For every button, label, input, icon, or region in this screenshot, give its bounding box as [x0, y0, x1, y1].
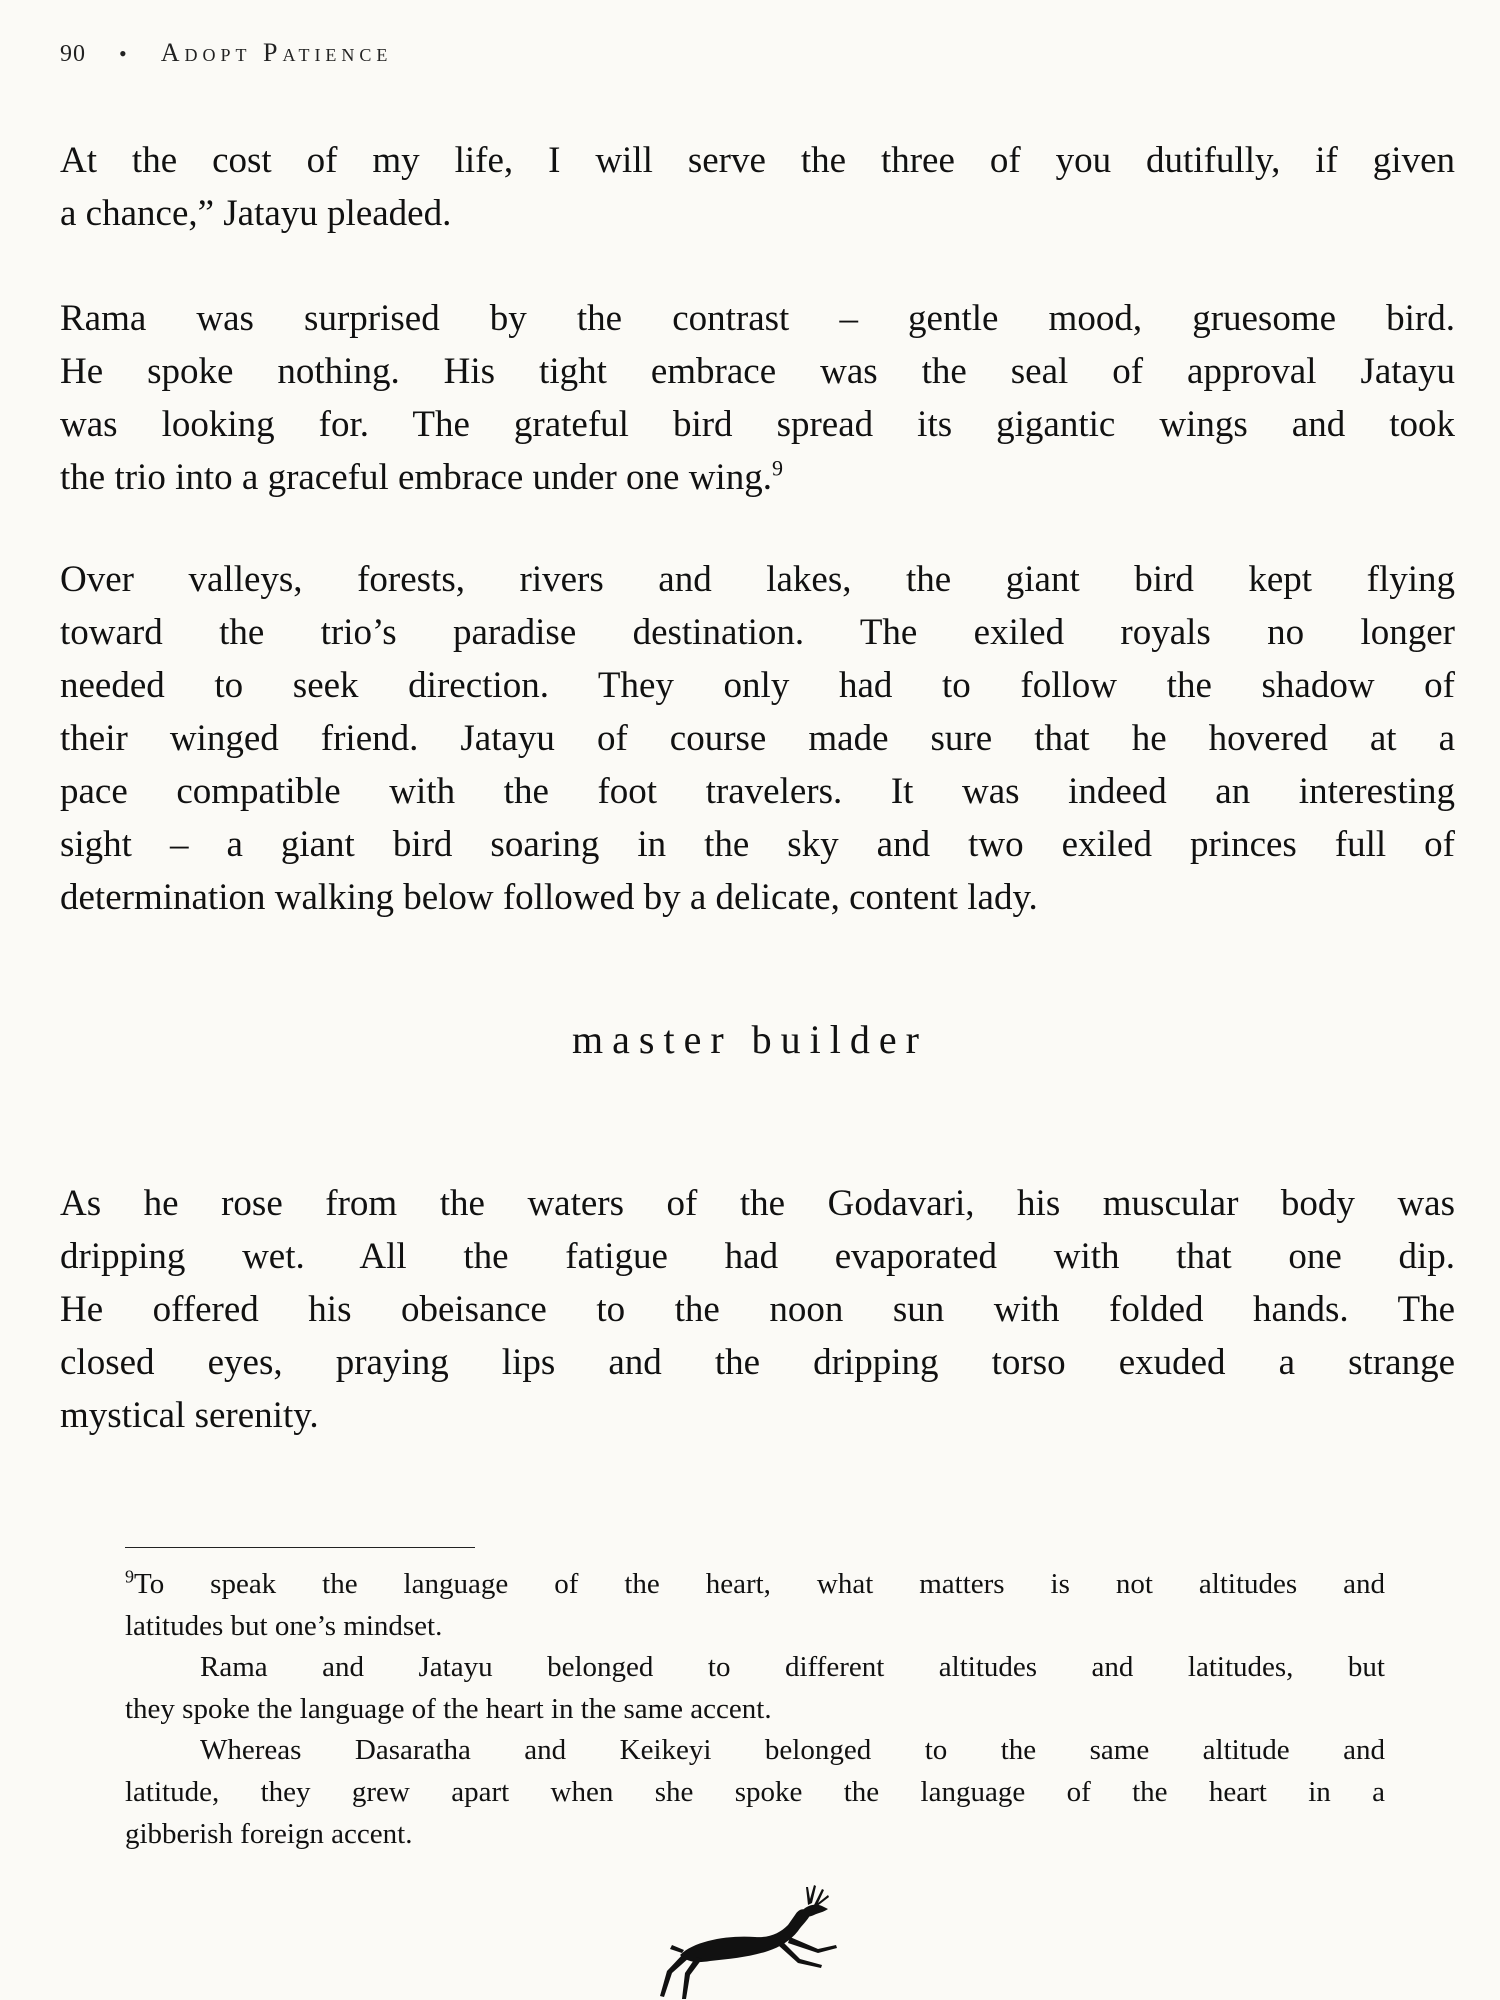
text-line: sight – a giant bird soaring in the sky and two exiled princes full of [60, 824, 1455, 865]
paragraph-embrace [60, 292, 1455, 504]
separator-bullet: • [119, 41, 128, 66]
text-line: was looking for. The grateful bird spread its gigantic wings and took [60, 404, 1455, 445]
footnote-line: Rama and Jatayu belonged to different altitudes and latitudes, but [200, 1651, 1385, 1683]
text-line: At the cost of my life, I will serve the three of you dutifully, if given [60, 140, 1455, 181]
text-line: As he rose from the waters of the Godavari, his muscular body was [60, 1183, 1455, 1224]
text-line: closed eyes, praying lips and the dripping torso exuded a strange [60, 1342, 1455, 1383]
text-line: mystical serenity. [60, 1395, 319, 1436]
footnote-marker: 9 [125, 1566, 134, 1587]
footnote-line: gibberish foreign accent. [125, 1818, 413, 1850]
footnote-text: To speak the language of the heart, what matters is not altitudes and [134, 1568, 1385, 1600]
book-title: Adopt Patience [160, 38, 393, 67]
footnote-line: latitudes but one’s mindset. [125, 1610, 443, 1642]
footnote-line: latitude, they grew apart when she spoke the language of the heart in a [125, 1776, 1385, 1808]
text-line: He spoke nothing. His tight embrace was the seal of approval Jatayu [60, 351, 1455, 392]
footnote-paragraph [125, 1729, 1385, 1855]
page-number: 90 [60, 41, 86, 67]
footnote-line [125, 1563, 1385, 1605]
text-line: pace compatible with the foot travelers. It was indeed an interesting [60, 771, 1455, 812]
text-line: a chance,” Jatayu pleaded. [60, 193, 452, 234]
text-line: He offered his obeisance to the noon sun with folded hands. The [60, 1289, 1455, 1330]
footnote-line: they spoke the language of the heart in the same accent. [125, 1693, 772, 1725]
footnote-reference[interactable]: 9 [771, 455, 783, 481]
text-line: needed to seek direction. They only had to follow the shadow of [60, 665, 1455, 706]
paragraph-dialogue [60, 134, 1455, 240]
text-line: Over valleys, forests, rivers and lakes, the giant bird kept flying [60, 559, 1455, 600]
paragraph-journey [60, 553, 1455, 924]
text-line: Rama was surprised by the contrast – gentle mood, gruesome bird. [60, 298, 1455, 339]
footnote-paragraph [125, 1646, 1385, 1730]
text-line-with-ref [60, 451, 1455, 504]
section-heading: master builder [572, 1017, 928, 1062]
text-line: their winged friend. Jatayu of course made sure that he hovered at a [60, 718, 1455, 759]
footnote-line: Whereas Dasaratha and Keikeyi belonged to the same altitude and [200, 1734, 1385, 1766]
footnote-paragraph [125, 1563, 1385, 1647]
footnote-divider [125, 1547, 475, 1548]
leaping-deer-icon [650, 1875, 850, 2000]
text-line: toward the trio’s paradise destination. The exiled royals no longer [60, 612, 1455, 653]
text-line: determination walking below followed by a delicate, content lady. [60, 877, 1038, 918]
paragraph-godavari [60, 1177, 1455, 1442]
running-head [60, 38, 392, 68]
text-line: the trio into a graceful embrace under one wing. [60, 457, 772, 498]
text-line: dripping wet. All the fatigue had evaporated with that one dip. [60, 1236, 1455, 1277]
